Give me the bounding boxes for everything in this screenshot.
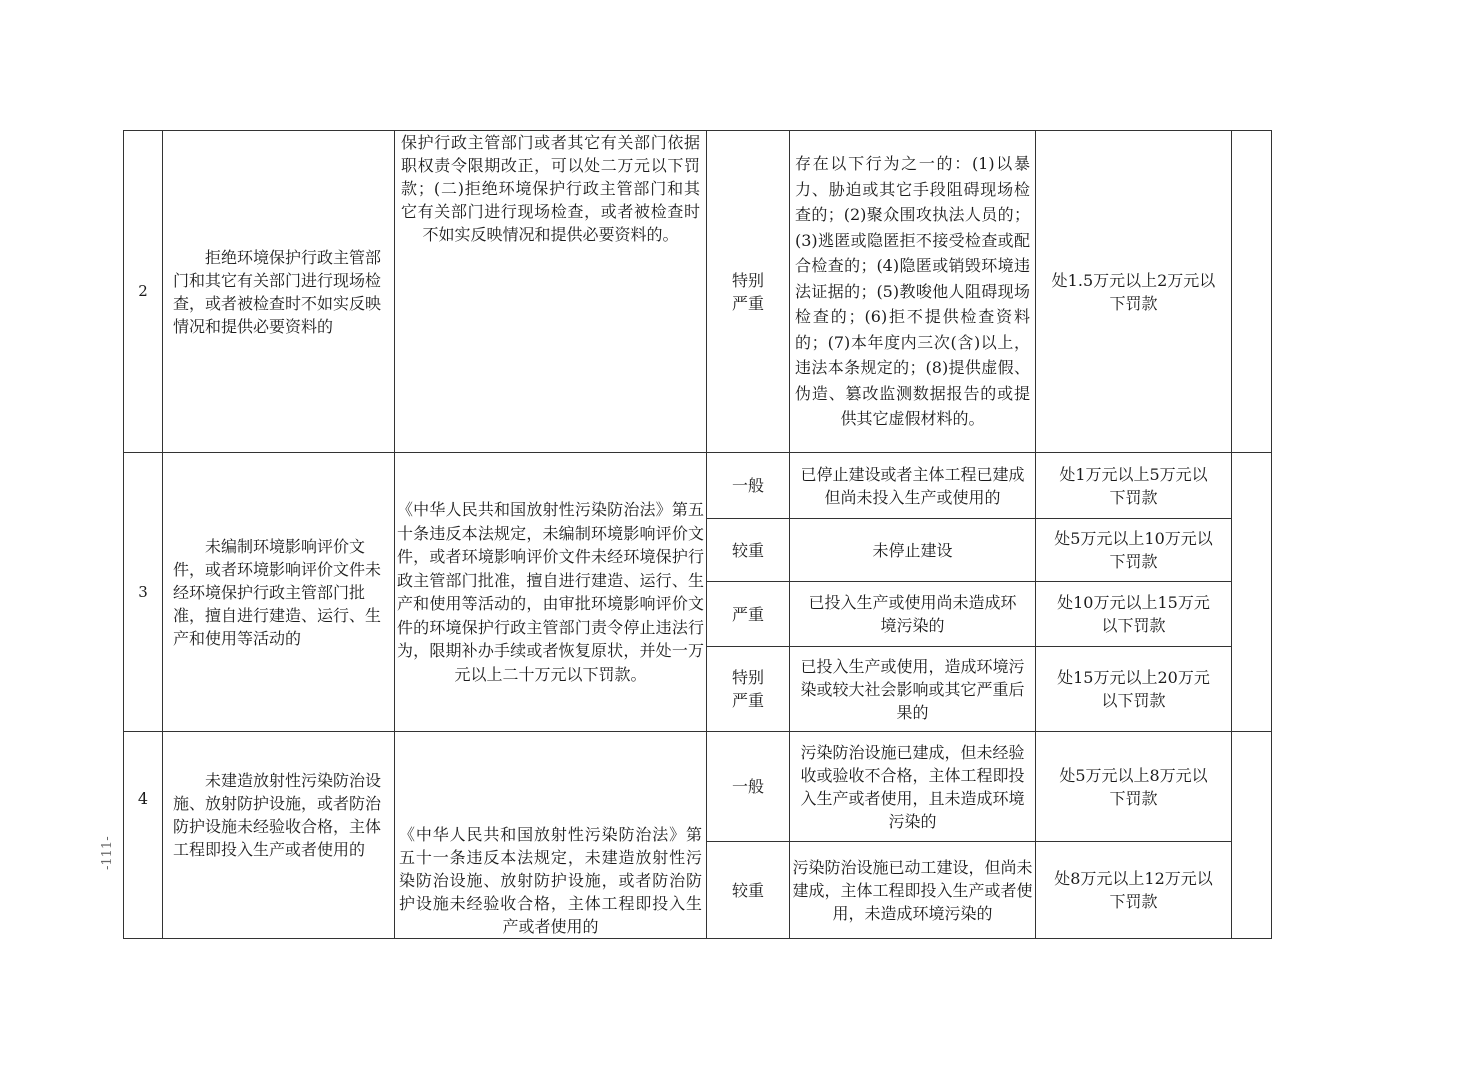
severity-level: 一般	[707, 453, 790, 519]
penalty-standard: 处5万元以上10万元以下罚款	[1036, 519, 1232, 582]
penalty-table-wrapper	[123, 130, 1272, 939]
table-row	[124, 131, 1272, 453]
violation-behavior: 拒绝环境保护行政主管部门和其它有关部门进行现场检查，或者被检查时不如实反映情况和提供必要资料的	[163, 131, 395, 453]
severity-level: 一般	[707, 732, 790, 842]
legal-basis: 保护行政主管部门或者其它有关部门依据职权责令限期改正，可以处二万元以下罚款；(二)拒绝环境保护行政主管部门和其它有关部门进行现场检查，或者被检查时不如实反映情况和提供必要资料的。	[395, 131, 707, 453]
violation-behavior: 未建造放射性污染防治设施、放射防护设施，或者防治防护设施未经验收合格，主体工程即投入生产或者使用的	[163, 732, 395, 939]
table-row	[124, 732, 1272, 842]
legal-basis: 《中华人民共和国放射性污染防治法》第五十条违反本法规定，未编制环境影响评价文件，或者环境影响评价文件未经环境保护行政主管部门批准，擅自进行建造、运行、生产和使用等活动的，由审批环境影响评价文件的环境保护行政主管部门责令停止违法行为，限期补办手续或者恢复原状，并处一万元以上二十万元以下罚款。	[395, 453, 707, 732]
row-number: 2	[124, 131, 163, 453]
table-row	[124, 453, 1272, 519]
violation-condition: 存在以下行为之一的：(1)以暴力、胁迫或其它手段阻碍现场检查的；(2)聚众围攻执法人员的；(3)逃匿或隐匿拒不接受检查或配合检查的；(4)隐匿或销毁环境违法证据的；(5)教唆他人阻碍现场检查的；(6)拒不提供检查资料的；(7)本年度内三次(含)以上，违法本条规定的；(8)提供虚假、伪造、篡改监测数据报告的或提供其它虚假材料的。	[790, 131, 1036, 453]
penalty-standard: 处10万元以上15万元以下罚款	[1036, 582, 1232, 647]
violation-behavior: 未编制环境影响评价文件，或者环境影响评价文件未经环境保护行政主管部门批准，擅自进行建造、运行、生产和使用等活动的	[163, 453, 395, 732]
severity-level: 较重	[707, 519, 790, 582]
penalty-standard: 处5万元以上8万元以下罚款	[1036, 732, 1232, 842]
violation-condition: 污染防治设施已动工建设，但尚未建成，主体工程即投入生产或者使用，未造成环境污染的	[790, 842, 1036, 939]
violation-condition: 未停止建设	[790, 519, 1036, 582]
page-number: -111-	[100, 836, 115, 870]
penalty-standard: 处1.5万元以上2万元以下罚款	[1036, 131, 1232, 453]
severity-level-text: 特别严重	[731, 270, 764, 313]
severity-level: 严重	[707, 582, 790, 647]
row-number: 4	[124, 732, 163, 939]
penalty-standard: 处8万元以上12万元以下罚款	[1036, 842, 1232, 939]
remark-cell	[1232, 131, 1272, 453]
remark-cell	[1232, 732, 1272, 939]
legal-basis: 《中华人民共和国放射性污染防治法》第五十一条违反本法规定，未建造放射性污染防治设施、放射防护设施，或者防治防护设施未经验收合格，主体工程即投入生产或者使用的	[395, 732, 707, 939]
penalty-standard: 处15万元以上20万元以下罚款	[1036, 647, 1232, 732]
remark-cell	[1232, 453, 1272, 732]
severity-level-text: 特别严重	[731, 668, 764, 710]
severity-level	[707, 131, 790, 453]
violation-condition: 已投入生产或使用，造成环境污染或较大社会影响或其它严重后果的	[790, 647, 1036, 732]
violation-condition: 污染防治设施已建成，但未经验收或验收不合格，主体工程即投入生产或者使用，且未造成环境污染的	[790, 732, 1036, 842]
violation-condition: 已停止建设或者主体工程已建成但尚未投入生产或使用的	[790, 453, 1036, 519]
row-number: 3	[124, 453, 163, 732]
violation-condition: 已投入生产或使用尚未造成环境污染的	[790, 582, 1036, 647]
severity-level	[707, 647, 790, 732]
penalty-table	[123, 130, 1272, 939]
severity-level: 较重	[707, 842, 790, 939]
penalty-standard: 处1万元以上5万元以下罚款	[1036, 453, 1232, 519]
